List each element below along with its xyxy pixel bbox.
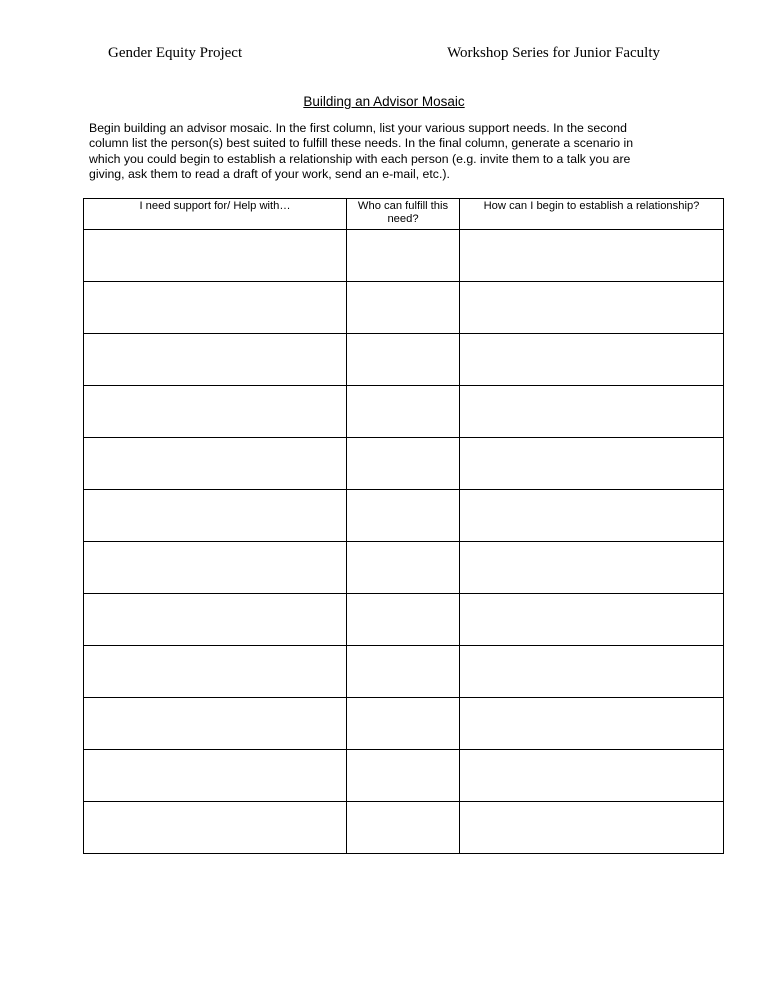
cell-who-can-fulfill[interactable] <box>347 386 460 438</box>
cell-who-can-fulfill[interactable] <box>347 282 460 334</box>
header-project-name: Gender Equity Project <box>108 45 243 61</box>
table-row <box>84 386 724 438</box>
document-title: Building an Advisor Mosaic <box>303 94 465 109</box>
cell-support-need[interactable] <box>84 230 347 282</box>
cell-relationship-plan[interactable] <box>460 230 724 282</box>
cell-relationship-plan[interactable] <box>460 594 724 646</box>
header-series-name: Workshop Series for Junior Faculty <box>447 45 660 61</box>
cell-relationship-plan[interactable] <box>460 542 724 594</box>
column-header-who-can-fulfill: Who can fulfill this need? <box>347 199 460 230</box>
table-row <box>84 334 724 386</box>
cell-relationship-plan[interactable] <box>460 490 724 542</box>
table-header-row <box>84 199 724 230</box>
table-row <box>84 230 724 282</box>
cell-support-need[interactable] <box>84 334 347 386</box>
cell-who-can-fulfill[interactable] <box>347 646 460 698</box>
cell-relationship-plan[interactable] <box>460 698 724 750</box>
table-row <box>84 438 724 490</box>
cell-who-can-fulfill[interactable] <box>347 542 460 594</box>
cell-relationship-plan[interactable] <box>460 282 724 334</box>
cell-who-can-fulfill[interactable] <box>347 750 460 802</box>
cell-support-need[interactable] <box>84 282 347 334</box>
cell-support-need[interactable] <box>84 490 347 542</box>
cell-who-can-fulfill[interactable] <box>347 594 460 646</box>
cell-relationship-plan[interactable] <box>460 386 724 438</box>
cell-relationship-plan[interactable] <box>460 438 724 490</box>
table-row <box>84 698 724 750</box>
table-row <box>84 594 724 646</box>
cell-who-can-fulfill[interactable] <box>347 490 460 542</box>
cell-support-need[interactable] <box>84 386 347 438</box>
cell-support-need[interactable] <box>84 594 347 646</box>
table-body <box>84 230 724 854</box>
table-row <box>84 542 724 594</box>
instructions-paragraph: Begin building an advisor mosaic. In the first column, list your various support needs. In the second column list the person(s) best suited to fulfill these needs. In the final column, generate a scenario in which you could begin to establish a relationship with each person (e.g. invite them to a talk you are giving, ask them to read a draft of your work, send an e-mail, etc.). <box>89 121 634 182</box>
cell-relationship-plan[interactable] <box>460 646 724 698</box>
advisor-mosaic-table <box>83 198 724 854</box>
cell-support-need[interactable] <box>84 698 347 750</box>
cell-who-can-fulfill[interactable] <box>347 698 460 750</box>
column-header-support-needs: I need support for/ Help with… <box>84 199 347 230</box>
cell-support-need[interactable] <box>84 646 347 698</box>
cell-relationship-plan[interactable] <box>460 334 724 386</box>
table-row <box>84 490 724 542</box>
cell-who-can-fulfill[interactable] <box>347 334 460 386</box>
table-row <box>84 802 724 854</box>
cell-who-can-fulfill[interactable] <box>347 230 460 282</box>
table-row <box>84 646 724 698</box>
cell-support-need[interactable] <box>84 802 347 854</box>
cell-who-can-fulfill[interactable] <box>347 802 460 854</box>
cell-support-need[interactable] <box>84 542 347 594</box>
cell-relationship-plan[interactable] <box>460 802 724 854</box>
cell-who-can-fulfill[interactable] <box>347 438 460 490</box>
column-header-establish-relationship: How can I begin to establish a relationship? <box>460 199 724 230</box>
table-row <box>84 750 724 802</box>
cell-relationship-plan[interactable] <box>460 750 724 802</box>
cell-support-need[interactable] <box>84 438 347 490</box>
cell-support-need[interactable] <box>84 750 347 802</box>
table-row <box>84 282 724 334</box>
